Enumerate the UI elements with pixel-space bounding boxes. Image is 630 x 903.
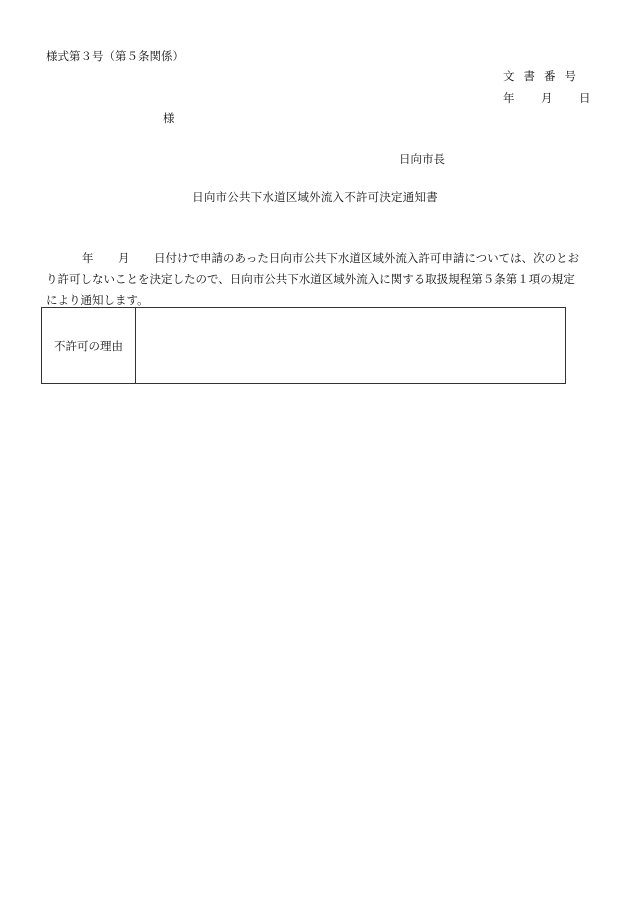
date-day-label: 日 bbox=[579, 91, 591, 105]
document-title: 日向市公共下水道区域外流入不許可決定通知書 bbox=[192, 190, 438, 204]
issuer-name: 日向市長 bbox=[399, 152, 445, 166]
reason-label: 不許可の理由 bbox=[54, 338, 123, 353]
body-month-label: 月 bbox=[118, 251, 130, 265]
body-line: り許可しないことを決定したので、日向市公共下水道区域外流入に関する取扱規程第５条第１項の規定 bbox=[46, 272, 575, 286]
body-line-1-text: 日付けで申請のあった日向市公共下水道区域外流入許可申請については、次のとお bbox=[154, 251, 580, 265]
date-year-label: 年 bbox=[503, 91, 515, 105]
form-number: 様式第３号（第５条関係） bbox=[46, 49, 184, 63]
body-line bbox=[46, 248, 584, 269]
body-line: により通知します。 bbox=[46, 293, 149, 307]
body-year-label: 年 bbox=[82, 251, 94, 265]
document-number-label: 文書番号 bbox=[503, 69, 585, 83]
issue-date-line bbox=[503, 90, 591, 106]
addressee-honorific: 様 bbox=[163, 111, 175, 125]
reason-table bbox=[41, 307, 566, 384]
date-month-label: 月 bbox=[541, 91, 553, 105]
reason-value-cell bbox=[136, 308, 565, 383]
reason-label-cell bbox=[42, 308, 136, 383]
body-paragraph bbox=[46, 248, 584, 311]
